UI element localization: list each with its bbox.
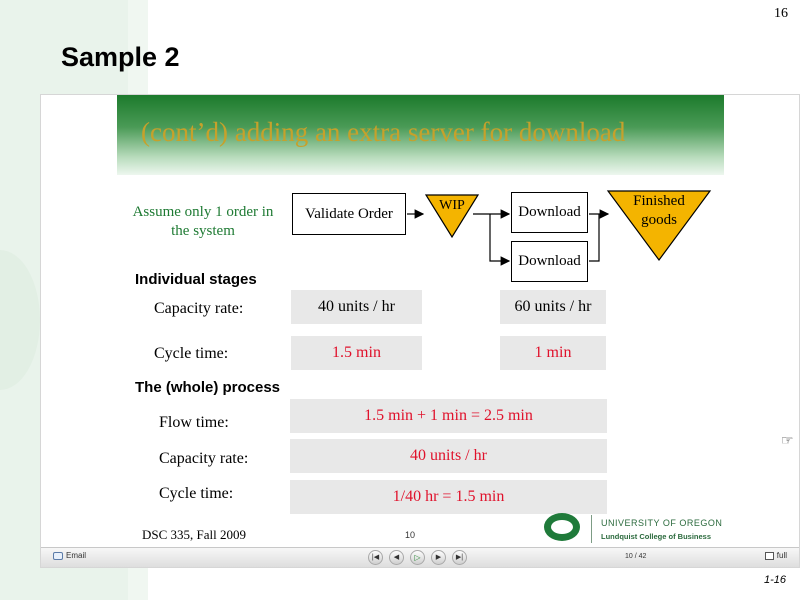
slide — [117, 95, 724, 547]
slide-viewer — [40, 94, 800, 568]
individual-stages-heading: Individual stages — [135, 271, 257, 288]
fullscreen-label: full — [776, 551, 787, 560]
stage-cycle-value-download: 1 min — [500, 336, 606, 370]
first-slide-icon[interactable]: |◀ — [368, 550, 383, 565]
viewer-toolbar — [41, 547, 799, 567]
college-name: Lundquist College of Business — [601, 532, 712, 541]
stage-cycle-value-validate: 1.5 min — [291, 336, 422, 370]
process-cycle-value: 1/40 hr = 1.5 min — [290, 480, 607, 514]
slide-number: 10 — [405, 530, 416, 540]
download-2-label: Download — [518, 253, 581, 269]
university-name: UNIVERSITY OF OREGON — [601, 518, 723, 528]
logo-divider — [591, 515, 592, 543]
page-title: Sample 2 — [61, 42, 180, 72]
arrow-wip-to-download-2 — [490, 214, 509, 261]
finished-goods-label: Finished goods — [633, 193, 685, 228]
fullscreen-button[interactable] — [765, 551, 787, 560]
slide-title: (cont’d) adding an extra server for download — [141, 117, 626, 147]
validate-order-label: Validate Order — [305, 205, 393, 222]
stage-capacity-value-download: 60 units / hr — [500, 290, 606, 324]
page-number: 16 — [774, 6, 788, 21]
process-flow-value: 1.5 min + 1 min = 2.5 min — [290, 399, 607, 433]
next-slide-icon[interactable]: ▶ — [431, 550, 446, 565]
play-icon[interactable]: ▷ — [410, 550, 425, 565]
stage-capacity-label: Capacity rate: — [154, 300, 244, 317]
previous-slide-icon[interactable]: ◀ — [389, 550, 404, 565]
download-box-2 — [511, 241, 588, 282]
slide-navigation — [368, 550, 467, 565]
arrow-download-2-to-goods — [589, 214, 599, 261]
email-button[interactable] — [53, 551, 86, 560]
pointing-hand-icon[interactable]: ☞ — [781, 432, 794, 448]
process-flow-label: Flow time: — [159, 414, 229, 431]
slide-counter: 10 / 42 — [625, 553, 647, 560]
assumption-note: Assume only 1 order in the system — [132, 204, 274, 239]
validate-order-box — [292, 193, 406, 235]
download-1-label: Download — [518, 204, 581, 220]
wip-label: WIP — [439, 198, 465, 213]
last-slide-icon[interactable]: ▶| — [452, 550, 467, 565]
course-footer: DSC 335, Fall 2009 — [142, 527, 247, 542]
download-box-1 — [511, 192, 588, 233]
process-capacity-label: Capacity rate: — [159, 450, 249, 467]
whole-process-heading: The (whole) process — [135, 379, 281, 396]
fullscreen-icon — [765, 552, 774, 560]
stage-capacity-value-validate: 40 units / hr — [291, 290, 422, 324]
email-icon — [53, 552, 63, 560]
page-label: 1-16 — [763, 574, 786, 586]
process-cycle-label: Cycle time: — [159, 485, 234, 502]
process-capacity-value: 40 units / hr — [290, 439, 607, 473]
email-label: Email — [66, 551, 87, 560]
stage-cycle-label: Cycle time: — [154, 345, 229, 362]
university-logo-mark — [544, 513, 580, 541]
